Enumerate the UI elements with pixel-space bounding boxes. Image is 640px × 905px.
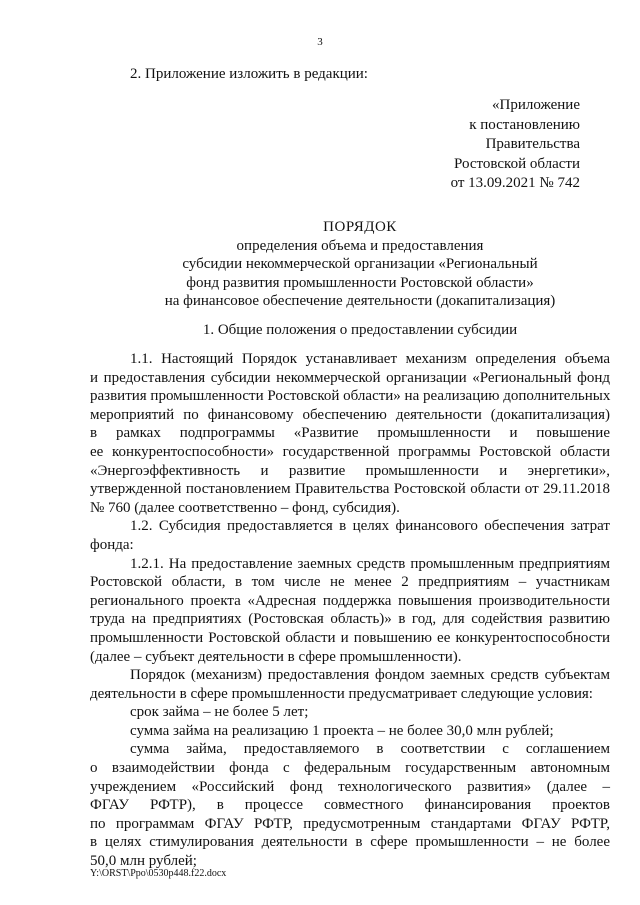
paragraph [90,517,610,554]
paragraph-line: труда на предприятиях (Ростовская область)» в год, для содействия развитию [90,611,610,628]
title-line: субсидии некоммерческой организации «Региональный [182,256,538,272]
paragraph-line: регионального проекта «Адресная поддержка повышения производительности [90,592,610,609]
paragraph-line: 50,0 млн рублей; [90,853,197,870]
appendix-line: Правительства [485,136,580,152]
section-heading: 1. Общие положения о предоставлении субсидии [202,322,518,338]
paragraph-line: «Энергоэффективность и развитие промышленности и энергетики», [90,462,610,479]
paragraph-line: развития промышленности Ростовской области» на реализацию дополнительных [90,388,611,405]
title-line: фонд развития промышленности Ростовской области» [186,274,534,291]
paragraph-line: (далее – субъект деятельности в сфере промышленности). [90,648,462,665]
paragraph-line: Порядок (механизм) предоставления фондом заемных средств субъектам [130,667,610,684]
paragraph-line: в рамках подпрограммы «Развитие промышленности и повышение [90,425,610,442]
paragraph [90,350,610,517]
title-line: ПОРЯДОК [323,219,397,235]
appendix-line: Ростовской области [454,155,580,172]
paragraph-line: 1.2.1. На предоставление заемных средств промышленным предприятиям [130,555,610,572]
body-text [90,350,610,871]
page-number: 3 [317,36,323,48]
paragraph [90,722,610,741]
paragraph-line: мероприятий по финансовому обеспечению деятельности (докапитализация) [90,406,610,423]
paragraph-line: промышленности Ростовской области и повышению ее конкурентоспособности [90,629,610,646]
appendix-block [430,96,580,194]
title-line: определения объема и предоставления [236,237,484,254]
paragraph-line: учреждением «Российский фонд технологического развития» (далее – [90,778,610,795]
appendix-line: к постановлению [469,116,580,133]
paragraph-line: № 760 (далее соответственно – фонд, субсидия). [90,499,400,516]
paragraph-line: в целях стимулирования деятельности в сфере промышленности – не более [90,834,610,851]
paragraph-line: Ростовской области, в том числе не менее 2 предприятиям – участникам [90,574,610,591]
paragraph [90,555,610,667]
paragraph [90,666,610,703]
paragraph-line: 1.2. Субсидия предоставляется в целях финансового обеспечения затрат [130,518,610,535]
paragraph-line: по программам ФГАУ РФТР, предусмотренным стандартами ФГАУ РФТР, [90,815,610,832]
paragraph-line: фонда: [90,536,134,553]
paragraph [90,703,610,722]
paragraph [90,740,610,870]
title-line: на финансовое обеспечение деятельности (докапитализация) [164,293,556,309]
intro-line: 2. Приложение изложить в редакции: [130,66,368,82]
appendix-line: от 13.09.2021 № 742 [450,175,580,191]
paragraph-line: деятельности в сфере промышленности предусматривает следующие условия: [90,685,593,702]
paragraph-line: сумма займа, предоставляемого в соответствии с соглашением [130,741,610,758]
paragraph-line: 1.1. Настоящий Порядок устанавливает механизм определения объема [130,351,610,367]
appendix-line: «Приложение [491,97,580,113]
paragraph-line: сумма займа на реализацию 1 проекта – не более 30,0 млн рублей; [130,722,554,739]
paragraph-line: ее конкурентоспособности» государственной программы Ростовской области [90,443,610,460]
paragraph-line: о взаимодействии фонда с федеральным государственным автономным [90,760,610,777]
paragraph-line: ФГАУ РФТР), в процессе совместного финансирования проектов [90,797,610,814]
footer-file-path: Y:\ORST\Ppo\0530p448.f22.docx [90,868,227,879]
paragraph-line: утвержденной постановлением Правительства Ростовской области от 29.11.2018 [90,481,610,498]
document-title [90,218,630,311]
paragraph-line: и предоставления субсидии некоммерческой организации «Региональный фонд [90,369,610,386]
paragraph-line: срок займа – не более 5 лет; [130,704,309,721]
